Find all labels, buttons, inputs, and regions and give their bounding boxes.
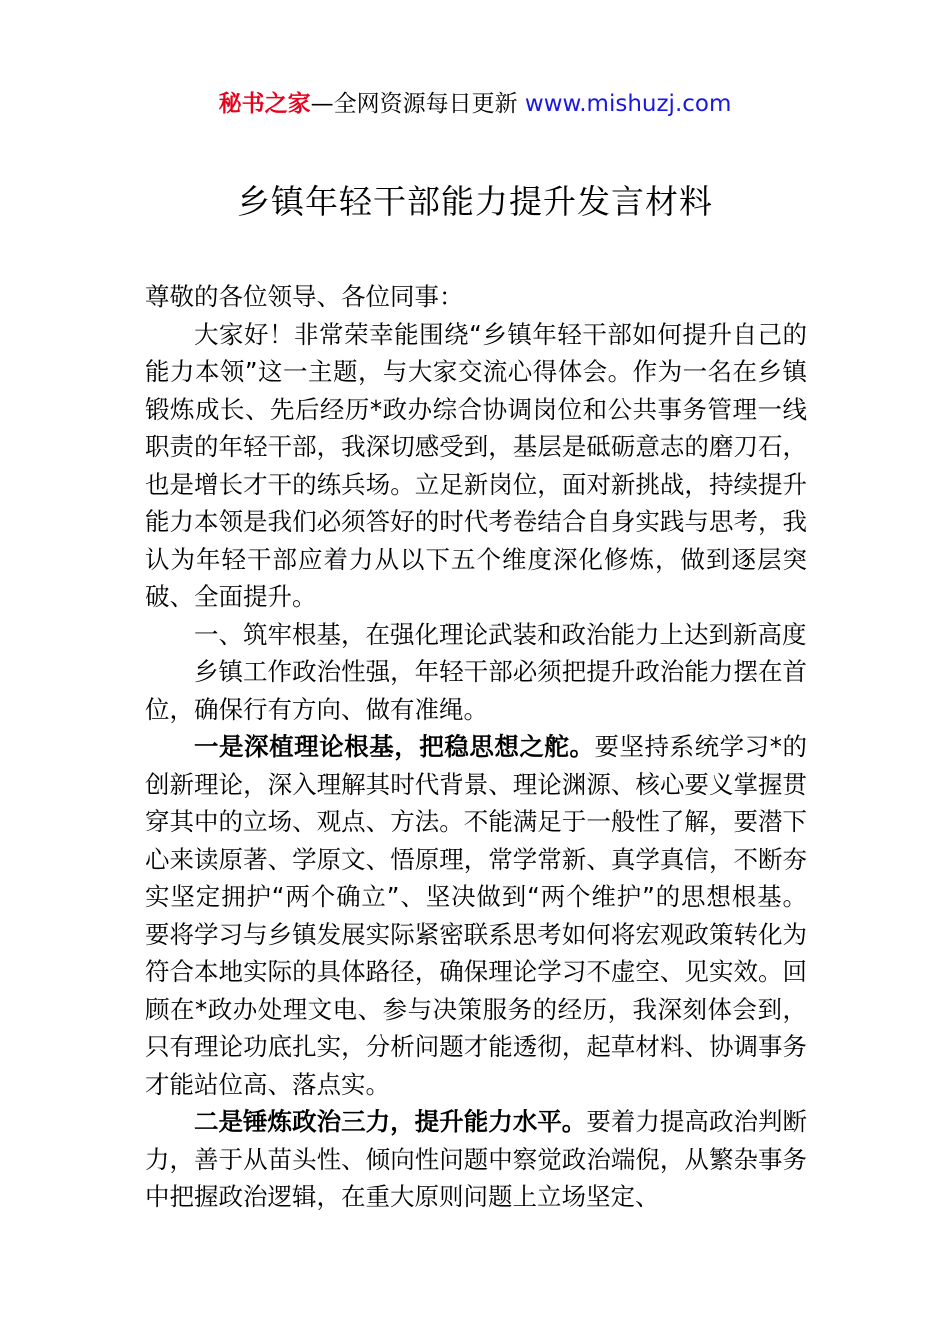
site-header — [0, 86, 950, 122]
body-paragraph: 乡镇工作政治性强，年轻干部必须把提升政治能力摆在首位，确保行有方向、做有准绳。 — [145, 657, 807, 724]
point-two-text: 要着力提高政治判断力，善于从苗头性、倾向性问题中察觉政治端倪，从繁杂事务中把握政治逻辑，在重大原则问题上立场坚定、 — [145, 1107, 808, 1211]
document-body — [145, 278, 807, 1216]
point-two-paragraph — [145, 1103, 807, 1216]
point-two-lead: 二是锤炼政治三力，提升能力水平。 — [194, 1107, 587, 1136]
section-heading: 一、筑牢根基，在强化理论武装和政治能力上达到新高度 — [194, 619, 807, 649]
point-one-paragraph — [145, 728, 807, 1103]
site-url-link[interactable]: www.mishuzj.com — [524, 91, 732, 117]
document-title: 乡镇年轻干部能力提升发言材料 — [237, 182, 713, 221]
site-name: 秘书之家 — [218, 91, 311, 117]
point-one-text: 要坚持系统学习*的创新理论，深入理解其时代背景、理论渊源、核心要义掌握贯穿其中的立场、观点、方法。不能满足于一般性了解，要潜下心来读原著、学原文、悟原理，常学常新、真学真信，不断夯实坚定拥护“两个确立”、坚决做到“两个维护”的思想根基。要将学习与乡镇发展实际紧密联系思考如何将宏观政策转化为符合本地实际的具体路径，确保理论学习不虚空、见实效。回顾在*政办处理文电、参与决策服务的经历，我深刻体会到，只有理论功底扎实，分析问题才能透彻，起草材料、协调事务才能站位高、落点实。 — [145, 732, 807, 1099]
site-tagline: —全网资源每日更新 — [310, 91, 525, 117]
salutation: 尊敬的各位领导、各位同事： — [145, 282, 464, 311]
body-paragraph: 大家好！非常荣幸能围绕“乡镇年轻干部如何提升自己的能力本领”这一主题，与大家交流心得体会。作为一名在乡镇锻炼成长、先后经历*政办综合协调岗位和公共事务管理一线职责的年轻干部，我深切感受到，基层是砥砺意志的磨刀石，也是增长才干的练兵场。立足新岗位，面对新挑战，持续提升能力本领是我们必须答好的时代考卷结合自身实践与思考，我认为年轻干部应着力从以下五个维度深化修炼，做到逐层突破、全面提升。 — [145, 319, 807, 611]
point-one-lead: 一是深植理论根基，把稳思想之舵。 — [194, 732, 595, 761]
